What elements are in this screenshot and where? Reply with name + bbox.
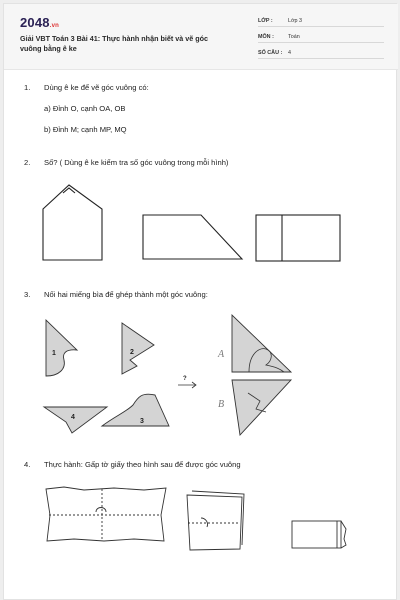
- paper-sheet-back: [192, 491, 244, 545]
- document-title: Giải VBT Toán 3 Bài 41: Thực hành nhận biết và vẽ góc vuông bằng ê ke: [20, 34, 208, 53]
- piece-label-3: 3: [140, 418, 144, 425]
- question-4: [4, 460, 398, 472]
- site-logo[interactable]: [20, 15, 59, 30]
- arrow-label: ?: [183, 376, 187, 382]
- document-header: [4, 4, 398, 70]
- meta-row-grade: [258, 16, 384, 27]
- question-4-figures: [4, 479, 398, 559]
- question-text: Nối hai miếng bìa để ghép thành một góc vuông:: [44, 290, 208, 299]
- result-label-b: B: [218, 399, 225, 410]
- result-label-a: A: [218, 349, 225, 360]
- fold-arrow-half-icon: [201, 518, 208, 527]
- meta-key: MÔN :: [258, 34, 274, 40]
- question-number: 2.: [24, 158, 31, 167]
- result-triangle-bottom: [232, 380, 291, 435]
- piece-label-2: 2: [130, 349, 134, 356]
- card-piece-4: [44, 407, 107, 433]
- card-piece-3: [102, 394, 169, 426]
- logo-text: 2048: [20, 15, 50, 30]
- meta-key: SỐ CÂU :: [258, 50, 283, 56]
- paper-sheet-flat: [46, 487, 166, 541]
- question-3-figures: [4, 309, 398, 449]
- question-number: 1.: [24, 83, 31, 92]
- pentagon-house-shape: [43, 185, 102, 260]
- meta-row-count: [258, 48, 384, 59]
- rectangle-shape: [256, 215, 340, 261]
- question-number: 4.: [24, 460, 31, 469]
- folded-edge-icon: [341, 521, 346, 548]
- question-item: a) Đỉnh O, cạnh OA, OB: [44, 104, 126, 113]
- result-triangle-top: [232, 315, 291, 372]
- question-item: b) Đỉnh M; cạnh MP, MQ: [44, 125, 127, 134]
- meta-value: Lớp 3: [288, 18, 303, 24]
- meta-value: Toán: [288, 34, 300, 40]
- question-text: Dùng ê ke để vẽ góc vuông có:: [44, 83, 149, 92]
- meta-key: LỚP :: [258, 18, 273, 24]
- question-text: Thực hành: Gấp tờ giấy theo hình sau để được góc vuông: [44, 460, 241, 469]
- fold-arrow-icon: [96, 508, 106, 513]
- question-3: [4, 290, 398, 302]
- paper-sheet-quarter: [292, 521, 341, 548]
- question-1: [4, 83, 398, 143]
- worksheet-page: [3, 3, 397, 600]
- piece-label-4: 4: [71, 414, 75, 421]
- trapezoid-shape: [143, 215, 242, 259]
- question-number: 3.: [24, 290, 31, 299]
- meta-row-subject: [258, 32, 384, 43]
- piece-label-1: 1: [52, 350, 56, 357]
- logo-suffix: .vn: [49, 23, 60, 29]
- question-2: [4, 158, 398, 170]
- paper-sheet-half: [187, 495, 242, 550]
- question-2-figures: [4, 179, 398, 279]
- question-text: Số? ( Dùng ê ke kiểm tra số góc vuông trong mỗi hình): [44, 158, 229, 167]
- card-piece-2: [122, 323, 154, 374]
- card-piece-1: [46, 320, 77, 376]
- meta-value: 4: [288, 50, 291, 56]
